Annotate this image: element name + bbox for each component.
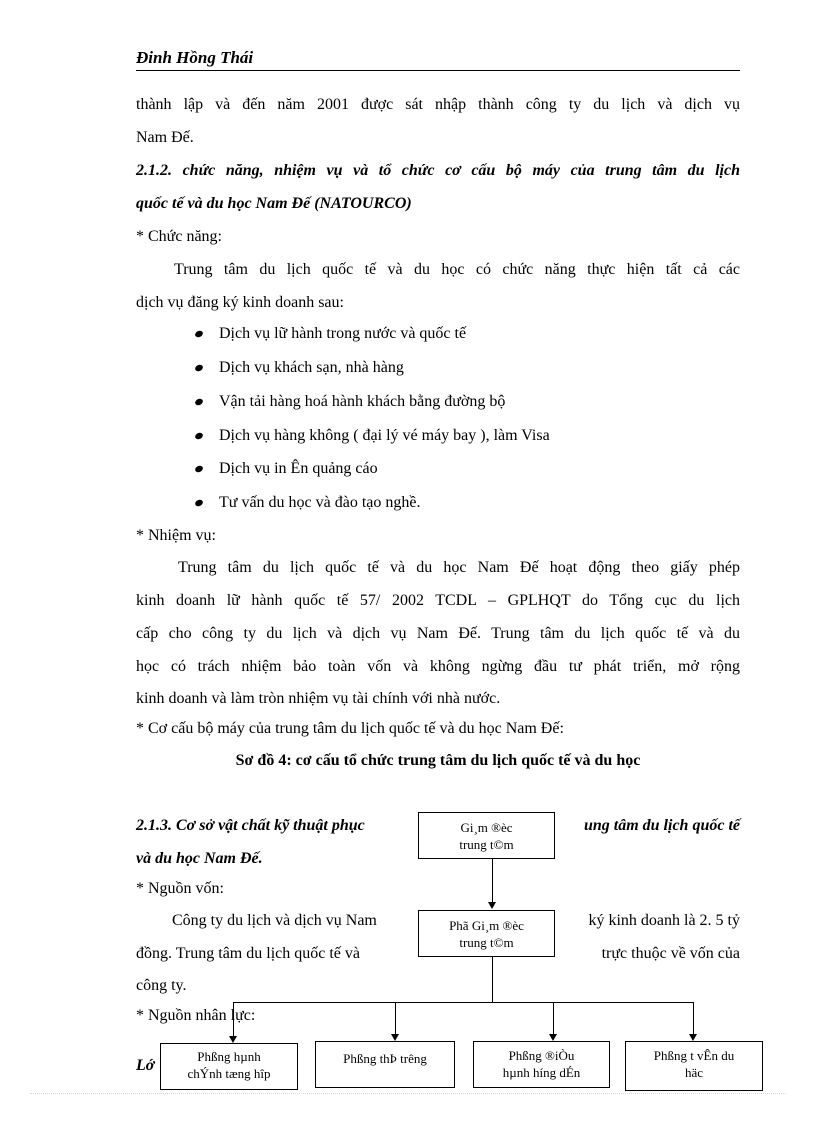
capital-line-3: công ty. xyxy=(136,977,187,994)
connector-line xyxy=(233,1002,693,1003)
arrow-down-icon xyxy=(488,902,496,909)
bullet-icon xyxy=(194,364,204,373)
org-box-label: Phã Gi¸m ®èc xyxy=(449,918,524,933)
org-box-deputy-director xyxy=(418,910,555,957)
page-bottom-divider xyxy=(30,1093,786,1094)
connector-line xyxy=(395,1002,396,1034)
bullet-icon xyxy=(194,398,204,407)
connector-line xyxy=(553,1002,554,1034)
capital-line-1a: Công ty du lịch và dịch vụ Nam xyxy=(172,912,377,929)
org-box-study-abroad-dept xyxy=(625,1041,763,1091)
header-author: Đinh Hồng Thái xyxy=(136,48,254,67)
org-box-label: Phßng thÞ trêng xyxy=(343,1051,427,1066)
section-213-title-part-1: 2.1.3. Cơ sở vật chất kỹ thuật phục xyxy=(136,817,365,834)
bullet-item: Tư vấn du học và đào tạo nghề. xyxy=(219,494,421,511)
section-212-title-line-1: 2.1.2. chức năng, nhiệm vụ và tổ chức cơ cấu bộ máy của trung tâm du lịch xyxy=(136,162,740,179)
org-box-tour-operations-dept xyxy=(473,1041,610,1088)
arrow-down-icon xyxy=(229,1036,237,1043)
org-box-director xyxy=(418,812,555,859)
connector-line xyxy=(233,1002,234,1036)
org-box-label: Phßng t vÊn du xyxy=(653,1048,735,1063)
capital-heading: * Nguồn vốn: xyxy=(136,880,224,897)
section-213-title-line-2: và du học Nam Đế. xyxy=(136,850,263,867)
capital-line-1b: ký kinh doanh là 2. 5 tỷ xyxy=(588,912,740,929)
bullet-item: Dịch vụ in Ên quảng cáo xyxy=(219,460,378,477)
bullet-icon xyxy=(194,465,204,474)
functions-para-line-2: dịch vụ đăng ký kinh doanh sau: xyxy=(136,294,344,311)
intro-line-2: Nam Đế. xyxy=(136,129,194,146)
hr-heading: * Nguồn nhân lực: xyxy=(136,1007,256,1024)
duties-line-5: kinh doanh và làm tròn nhiệm vụ tài chính với nhà nước. xyxy=(136,690,501,707)
org-box-label: häc xyxy=(684,1065,704,1080)
org-box-label: Phßng ®iÒu xyxy=(508,1048,575,1063)
arrow-down-icon xyxy=(549,1034,557,1041)
org-box-label: trung t©m xyxy=(459,935,514,950)
bullet-item: Vận tải hàng hoá hành khách bằng đường bộ xyxy=(219,393,506,410)
footer-partial-text: Lớ xyxy=(136,1057,155,1074)
functions-heading: * Chức năng: xyxy=(136,228,222,245)
bullet-item: Dịch vụ lữ hành trong nước và quốc tế xyxy=(219,325,467,342)
bullet-item: Dịch vụ khách sạn, nhà hàng xyxy=(219,359,404,376)
section-213-title-part-2: ung tâm du lịch quốc tế xyxy=(583,817,740,834)
org-box-admin-dept xyxy=(160,1043,298,1090)
duties-line-3: cấp cho công ty du lịch và dịch vụ Nam Đế. Trung tâm du lịch quốc tế và du xyxy=(136,625,740,642)
org-box-label: trung t©m xyxy=(459,837,514,852)
capital-line-2b: trực thuộc về vốn của xyxy=(601,945,740,962)
org-box-label: Gi¸m ®èc xyxy=(460,820,513,835)
diagram-caption: Sơ đồ 4: cơ cấu tổ chức trung tâm du lịch quốc tế và du học xyxy=(235,752,641,769)
bullet-item: Dịch vụ hàng không ( đại lý vé máy bay ), làm Visa xyxy=(219,427,550,444)
functions-para-line-1: Trung tâm du lịch quốc tế và du học có chức năng thực hiện tất cả các xyxy=(174,261,740,278)
header-rule xyxy=(136,70,740,71)
duties-heading: * Nhiệm vụ: xyxy=(136,527,216,544)
structure-heading: * Cơ cấu bộ máy của trung tâm du lịch quốc tế và du học Nam Đế: xyxy=(136,720,564,737)
org-box-label: chÝnh tæng hîp xyxy=(187,1066,271,1081)
section-212-title-line-2: quốc tế và du học Nam Đế (NATOURCO) xyxy=(136,195,412,212)
connector-line xyxy=(693,1002,694,1034)
duties-line-4: học có trách nhiệm bảo toàn vốn và không ngừng đầu tư phát triển, mở rộng xyxy=(136,658,740,675)
duties-line-1: Trung tâm du lịch quốc tế và du học Nam Đế hoạt động theo giấy phép xyxy=(178,559,740,576)
bullet-icon xyxy=(194,432,204,441)
connector-line xyxy=(492,957,493,1002)
bullet-icon xyxy=(194,499,204,508)
arrow-down-icon xyxy=(689,1034,697,1041)
org-box-label: hµnh híng dÉn xyxy=(502,1065,581,1080)
connector-line xyxy=(492,858,493,903)
duties-line-2: kinh doanh lữ hành quốc tế 57/ 2002 TCDL – GPLHQT do Tổng cục du lịch xyxy=(136,592,740,609)
capital-line-2a: đồng. Trung tâm du lịch quốc tế và xyxy=(136,945,360,962)
org-box-label: Phßng hµnh xyxy=(197,1049,261,1064)
intro-line-1: thành lập và đến năm 2001 được sát nhập thành công ty du lịch và dịch vụ xyxy=(136,96,740,113)
org-box-market-dept xyxy=(315,1041,455,1088)
bullet-icon xyxy=(194,330,204,339)
arrow-down-icon xyxy=(391,1034,399,1041)
